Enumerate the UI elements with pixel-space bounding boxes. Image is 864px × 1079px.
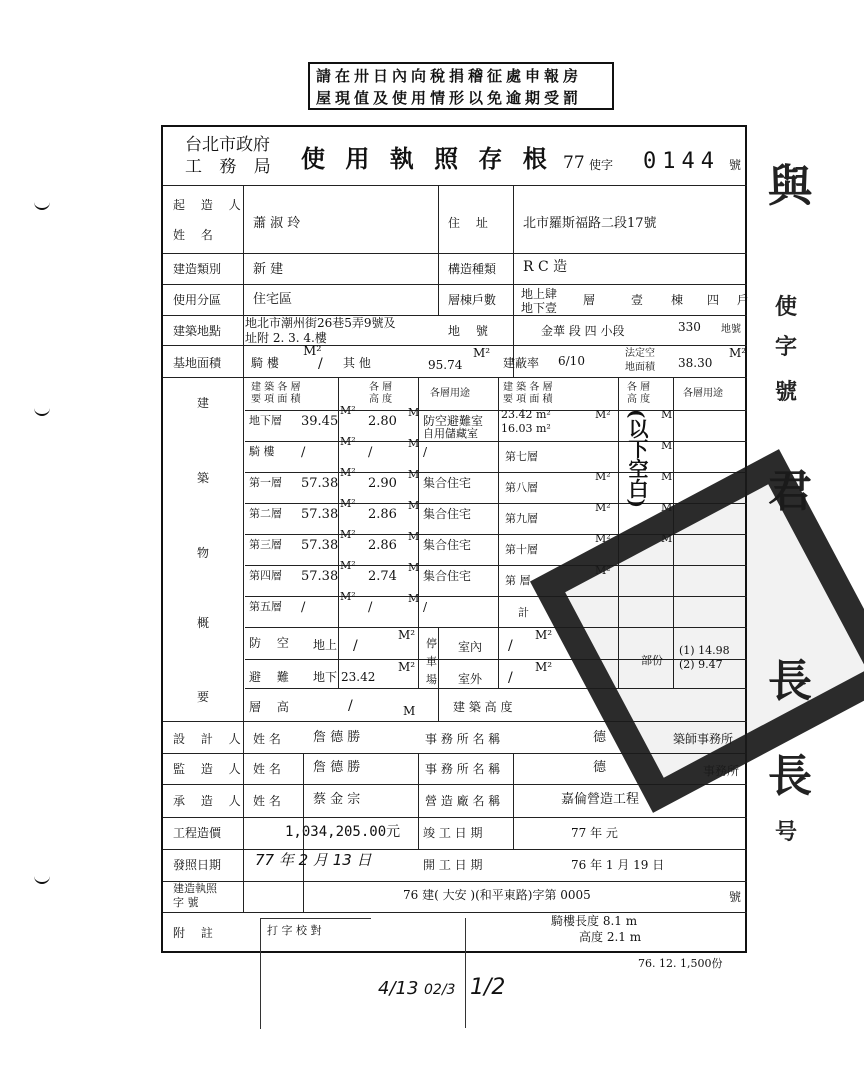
floor-use: 集合住宅 [423,569,472,583]
side-label: 物 [197,546,210,560]
floor-name: 第三層 [249,538,282,551]
unit-m: M [408,468,420,481]
contractor-office: 嘉倫營造工程 [561,792,640,807]
floor-name: 騎 樓 [249,445,275,458]
floors-above: 地上肆 [521,287,558,301]
shelter-label-2: 避 難 [249,670,295,684]
unit-m2: M² [595,501,611,514]
right-floor: 計 [518,606,529,619]
permit-value-suffix: 號 [729,890,742,904]
unit-m2: M² [340,590,356,603]
address-label: 住 址 [448,216,494,230]
bleed-char: 号 [775,819,798,845]
designer-name: 詹 德 勝 [313,730,361,745]
shelter-above: 地上 [313,638,338,652]
unit-m2: M² [398,628,416,642]
permit-type: 使字 [589,158,614,172]
shelter-below: 地下 [313,670,338,684]
zone-value: 住宅區 [253,292,293,307]
floor-height: 2.80 [368,414,397,429]
buildings: 壹 [631,293,644,307]
unit-m2: M² [340,404,356,417]
coverage-label: 建蔽率 [503,356,540,370]
permit-label-1: 建造執照 [173,882,217,895]
legal-value: 38.30 [678,356,713,370]
check-divider [465,918,466,1028]
unit-m: M [408,530,420,543]
legal-label-2: 地面積 [625,362,655,373]
lot-number: 330 [678,320,701,334]
owner-name: 蕭 淑 玲 [253,216,301,231]
bleed-char: 使 [775,294,798,320]
floor-name: 地下層 [249,414,282,427]
floor-area: 57.38 [301,507,339,522]
right-floor: 第七層 [505,450,538,463]
unit-unit: 戶 [737,293,750,307]
unit-m: M [408,499,420,512]
typed-check: 打 字 校 對 [267,924,322,937]
shelter-above-value: / [353,638,358,654]
col-head-4b: 要 項 面 積 [503,394,553,405]
floors-label: 層棟戶數 [448,293,497,307]
zone-label: 使用分區 [173,293,222,307]
lot-suffix: 地號 [721,324,741,335]
category-value: 新 建 [253,262,284,277]
unit-m2: M² [535,628,553,642]
page-title: 使 用 執 照 存 根 [301,144,553,173]
col-head-1: 建 築 各 層 [251,382,301,393]
permit-suffix: 號 [729,158,742,172]
other-value: 95.74 [428,358,463,372]
designer-name-label: 姓 名 [253,732,281,746]
right-floor: 第 層 [505,574,531,587]
bleed-char: 字 [775,334,798,360]
note-label: 附 註 [173,926,219,940]
side-label: 建 [197,396,210,410]
structure-value: R C 造 [523,259,568,275]
unit-m2: M² [595,408,611,421]
floor-area: / [301,600,306,615]
unit-m: M [408,592,420,605]
floor-area: 57.38 [301,538,339,553]
start-value: 76 年 1 月 19 日 [571,858,665,872]
start-label: 開 工 日 期 [423,858,483,872]
parking-label: 車 [426,655,437,668]
done-label: 竣 工 日 期 [423,826,483,840]
bleed-char: 長 [768,751,812,802]
owner-label: 起 造 人 [173,198,247,212]
shelter-below-value: 23.42 [341,670,376,684]
parking-v2: (2) 9.47 [679,658,723,671]
cost-value: 1,034,205.00元 [285,824,401,840]
handwritten-mark: 1/2 [470,975,506,1000]
legal-label-1: 法定空 [625,348,655,359]
unit-m: M [661,470,673,483]
building-height-label: 建 築 高 度 [453,700,513,714]
permit-label-2: 字 號 [173,896,199,909]
floor-height: / [368,445,373,460]
notice-line-2: 屋現值及使用情形以免逾期受罰 [316,89,583,107]
notice-line-1: 請在卅日內向稅捐稽征處申報房 [316,67,583,85]
unit-m: M [403,704,416,718]
floor-unit: 層 [583,293,596,307]
floors-below: 地下壹 [521,301,558,315]
parking-label: 停 [426,637,437,650]
floor-name: 第四層 [249,569,282,582]
floor-area: 57.38 [301,476,339,491]
floor-area: / [301,445,306,460]
unit-m2: M² [340,559,356,572]
margin-mark [34,196,50,210]
supervisor-office: 德 [593,760,607,775]
designer-office: 德 [593,730,607,745]
floor-name: 第一層 [249,476,282,489]
cost-label: 工程造價 [173,826,222,840]
handwritten-mark: 4/13 [378,978,419,999]
parking-outdoor-value: / [508,670,513,686]
handwritten-mark: 02/3 [424,982,456,998]
side-label: 築 [197,471,210,485]
right-floor: 第十層 [505,543,538,556]
notice-box [308,62,614,110]
contractor-name-label: 姓 名 [253,794,281,808]
col-head-1b: 要 項 面 積 [251,394,301,405]
structure-label: 構造種類 [448,262,497,276]
floor-use: 集合住宅 [423,507,472,521]
issue-value: 77 年 2 月 13 日 [255,851,372,869]
unit-m: M [408,561,420,574]
supervisor-name-label: 姓 名 [253,762,281,776]
margin-mark [34,402,50,416]
parking-label: 場 [426,673,437,686]
floor-height: 2.74 [368,569,397,584]
contractor-name: 蔡 金 宗 [313,792,361,807]
coverage-value: 6/10 [558,354,585,368]
right-floor: 第九層 [505,512,538,525]
supervisor-role: 監 造 人 [173,762,247,776]
col-head-5: 各 層 [627,382,651,393]
parking-right-text: 部份 [641,654,663,667]
address-value: 北市羅斯福路二段17號 [523,216,657,231]
floor-height: 2.90 [368,476,397,491]
unit-m: M [661,408,673,421]
side-label: 要 [197,690,210,704]
bleed-char: 長 [768,656,812,707]
floor-use-area-2: 16.03 m² [501,422,551,435]
note-text-1: 騎樓長度 8.1 m [551,914,638,928]
arcade-value: / [318,356,323,372]
designer-office-end: 築師事務所 [673,732,734,746]
col-head-2: 各 層 [369,382,393,393]
contractor-role: 承 造 人 [173,794,247,808]
unit-m: M [661,532,673,545]
right-floor: 第八層 [505,481,538,494]
footer-note: 76. 12. 1,500份 [638,957,723,970]
floor-area: 39.45 [301,414,339,429]
floor-use-area-1: 23.42 m² [501,408,551,421]
area-unit: M² [473,346,491,360]
unit-m2: M² [340,497,356,510]
parking-outdoor: 室外 [458,672,483,686]
floor-use: 集合住宅 [423,476,472,490]
lot-value: 金華 段 四 小段 [541,324,625,338]
site-label: 建築地點 [173,324,222,338]
bleed-char: 號 [775,379,798,405]
site-value-2: 址附 2. 3. 4.樓 [245,331,327,345]
height-label: 層 高 [249,700,295,714]
unit-m2: M² [340,435,356,448]
parking-indoor-value: / [508,638,513,654]
side-label: 概 [197,616,210,630]
site-value-1: 地北市潮州街26巷5弄9號及 [245,316,396,330]
parking-v1: (1) 14.98 [679,644,730,657]
area-label: 基地面積 [173,356,222,370]
owner-label-name: 姓 名 [173,228,219,242]
area-unit: M² [303,344,322,359]
floor-use: 防空避難室 [423,414,484,428]
supervisor-office-label: 事 務 所 名 稱 [425,762,501,776]
col-head-4: 建 築 各 層 [503,382,553,393]
shelter-label: 防 空 [249,636,295,650]
permit-number: 0144 [643,149,720,174]
issue-label: 發照日期 [173,858,222,872]
other-label: 其 他 [343,356,371,370]
unit-m2: M² [398,660,416,674]
agency-line-1: 台北市政府 [185,135,270,155]
unit-m: M [661,501,673,514]
building-unit: 棟 [671,293,684,307]
permit-year: 77 [563,153,585,173]
unit-m2: M² [595,470,611,483]
floor-height: / [368,600,373,615]
unit-m: M [408,406,420,419]
height-value: / [348,698,353,714]
done-value: 77 年 元 [571,826,618,840]
agency-line-2: 工 務 局 [185,157,277,177]
floor-height: 2.86 [368,507,397,522]
col-head-5b: 高 度 [627,394,651,405]
floor-height: 2.86 [368,538,397,553]
margin-mark [34,870,50,884]
parking-indoor: 室內 [458,640,483,654]
check-box [260,918,371,1029]
floor-use-2: 自用儲藏室 [423,427,478,440]
lot-label: 地 號 [448,324,494,338]
designer-role: 設 計 人 [173,732,247,746]
note-text-2: 高度 2.1 m [579,930,642,944]
unit-m2: M² [595,532,611,545]
floor-use: / [423,445,428,459]
floor-use: / [423,600,428,614]
floor-area: 57.38 [301,569,339,584]
unit-m: M [661,439,673,452]
bleed-char: 與 [768,161,812,212]
unit-m: M [408,437,420,450]
col-head-2b: 高 度 [369,394,393,405]
area-unit: M² [729,346,747,360]
supervisor-office-end: 事務所 [703,764,740,778]
arcade-label: 騎 樓 [251,356,279,370]
unit-m2: M² [595,564,611,577]
bleed-char: 君 [768,466,812,517]
col-head-6: 各層用途 [683,388,723,399]
unit-m2: M² [340,528,356,541]
blank-mark: (以下空白) [625,409,649,508]
floor-name: 第五層 [249,600,282,613]
designer-office-label: 事 務 所 名 稱 [425,732,501,746]
units: 四 [707,293,720,307]
contractor-office-label: 營 造 廠 名 稱 [425,794,501,808]
unit-m2: M² [535,660,553,674]
floor-name: 第二層 [249,507,282,520]
col-head-3: 各層用途 [430,388,470,399]
category-label: 建造類別 [173,262,222,276]
permit-value: 76 建( 大安 )(和平東路)字第 0005 [403,888,591,902]
supervisor-name: 詹 德 勝 [313,760,361,775]
unit-m2: M² [340,466,356,479]
floor-use: 集合住宅 [423,538,472,552]
